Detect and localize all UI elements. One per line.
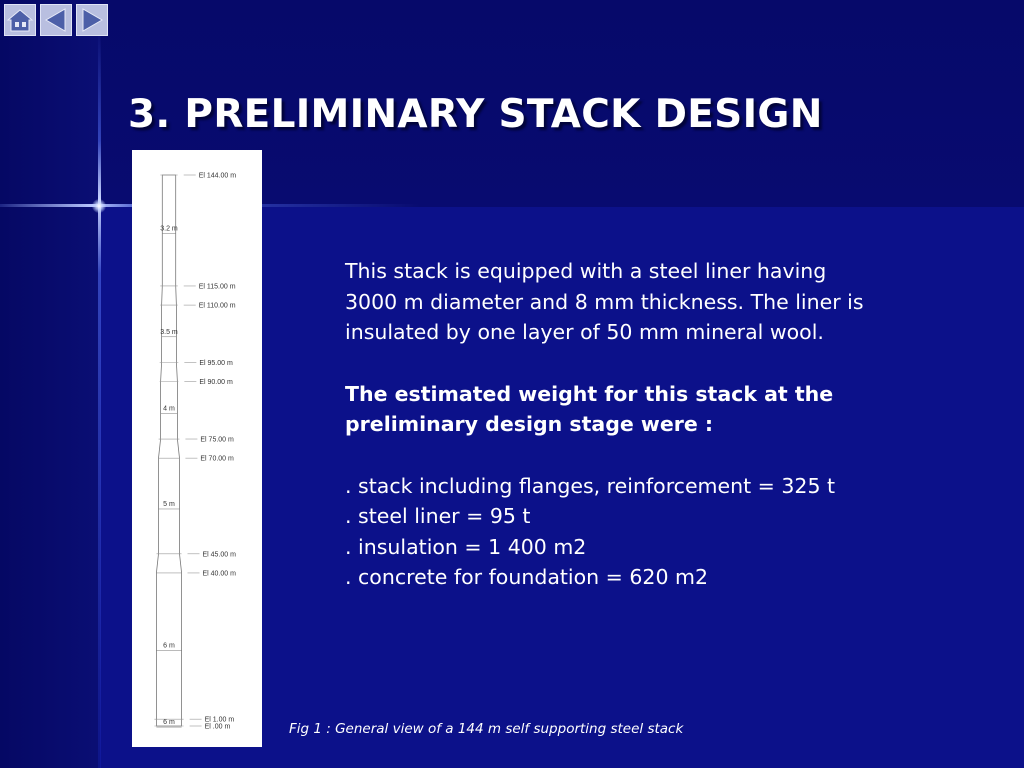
description-block (345, 256, 945, 593)
elevation-label: El 1.00 m (204, 716, 235, 724)
intro-line: This stack is equipped with a steel liner having (345, 259, 827, 283)
weight-item: . concrete for foundation = 620 m2 (345, 565, 709, 589)
diameter-label: 3.5 m (160, 328, 178, 336)
elevation-label: El 110.00 m (198, 302, 236, 310)
weight-item: . insulation = 1 400 m2 (345, 534, 587, 559)
paragraph-gap (345, 440, 945, 471)
diameter-label: 4 m (163, 405, 175, 413)
weight-heading-line: The estimated weight for this stack at the (345, 381, 834, 406)
next-slide-button[interactable] (76, 4, 108, 36)
slide-title: 3. PRELIMINARY STACK DESIGN (128, 92, 823, 137)
light-flare-core (92, 199, 106, 213)
weight-item: . steel liner = 95 t (345, 504, 531, 528)
background-left-band (0, 0, 100, 768)
diameter-label: 3.2 m (160, 225, 178, 233)
elevation-label: El .00 m (204, 723, 231, 731)
figure-caption: Fig 1 : General view of a 144 m self supporting steel stack (289, 721, 684, 737)
home-icon (5, 5, 35, 35)
diameter-label: 6 m (163, 719, 175, 727)
paragraph-gap (345, 348, 945, 379)
diameter-label: 6 m (163, 642, 175, 650)
elevation-label: El 115.00 m (198, 283, 236, 291)
elevation-label: El 75.00 m (200, 436, 234, 444)
elevation-label: El 95.00 m (199, 359, 233, 367)
triangle-right-icon (77, 5, 107, 35)
stack-elevation-figure (132, 150, 262, 747)
intro-line: 3000 m diameter and 8 mm thickness. The liner is (345, 289, 864, 314)
weight-item: . stack including flanges, reinforcement = 325 t (345, 473, 836, 498)
diameter-label: 5 m (163, 500, 175, 508)
previous-slide-button[interactable] (40, 4, 72, 36)
light-flare-vertical (98, 30, 101, 768)
triangle-left-icon (41, 5, 71, 35)
weight-heading-line: preliminary design stage were : (345, 412, 714, 436)
stack-drawing (132, 150, 262, 747)
elevation-label: El 70.00 m (200, 455, 234, 463)
home-button[interactable] (4, 4, 36, 36)
elevation-label: El 144.00 m (198, 172, 237, 180)
elevation-label: El 45.00 m (202, 551, 236, 559)
intro-line: insulated by one layer of 50 mm mineral wool. (345, 320, 824, 344)
elevation-label: El 90.00 m (199, 379, 233, 387)
elevation-label: El 40.00 m (202, 570, 236, 578)
